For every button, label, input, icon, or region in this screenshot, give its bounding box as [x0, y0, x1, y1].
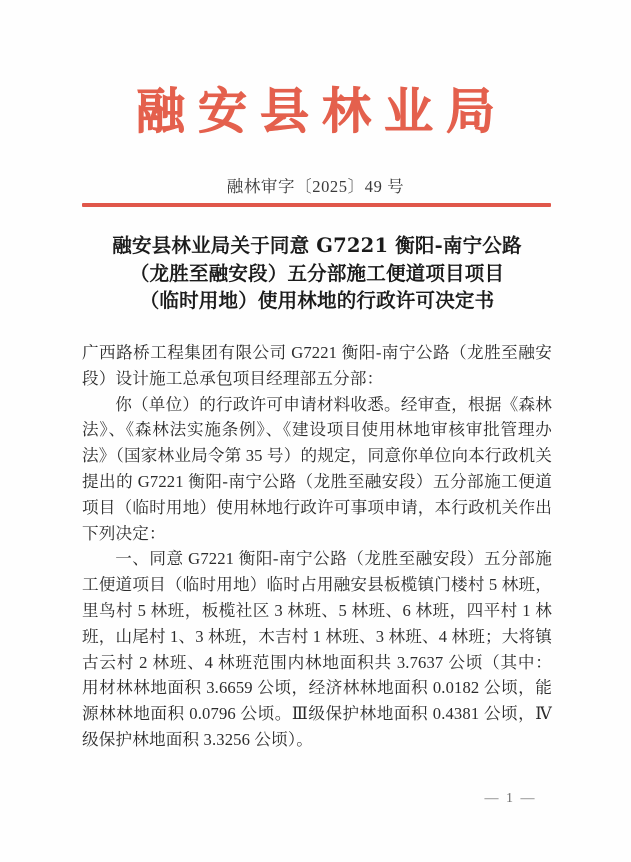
letterhead-organization: 融安县林业局 [135, 82, 508, 140]
page-number-value: — 1 — [484, 791, 537, 806]
document-title [78, 232, 556, 315]
letterhead [0, 82, 631, 140]
footer-page-number [0, 791, 631, 807]
body-paragraph-2: 一、同意 G7221 衡阳-南宁公路（龙胜至融安段）五分部施工便道项目（临时用地）临时占用融安县板榄镇门楼村 5 林班，里鸟村 5 林班，板榄社区 3 林班、5 林班、6 林班，四平村 1 林班，山尾村 1、3 林班，木吉村 1 林班、3 林班、4 林班；大将镇古云村 2 林班、4 林班范围内林地面积共 3.7637 公顷（其中：用材林林地面积 3.6659 公顷，经济林林地面积 0.0182 公顷，能源林林地面积 0.0796 公顷。Ⅲ级保护林地面积 0.4381 公顷，Ⅳ级保护林地面积 3.3256 公顷）。 [82, 549, 552, 749]
red-separator-rule [82, 203, 551, 207]
document-serial-number: 融林审字〔2025〕49 号 [226, 177, 405, 196]
body-paragraph-1: 你（单位）的行政许可申请材料收悉。经审查，根据《森林法》、《森林法实施条例》、《建设项目使用林地审核审批管理办法》（国家林业局令第 35 号）的规定，同意你单位向本行政机关提出的 G7221 衡阳-南宁公路（龙胜至融安段）五分部施工便道项目（临时用地）使用林地行政许可事项申请，本行政机关作出下列决定： [82, 394, 552, 543]
addressee-paragraph: 广西路桥工程集团有限公司 G7221 衡阳-南宁公路（龙胜至融安段）设计施工总承包项目经理部五分部： [82, 343, 552, 388]
document-body [82, 340, 552, 753]
document-title-line-3: （临时用地）使用林地的行政许可决定书 [139, 289, 495, 312]
document-title-line-2: （龙胜至融安段）五分部施工便道项目项目 [129, 261, 505, 285]
document-title-line-1: 融安县林业局关于同意 G7221 衡阳-南宁公路 [112, 234, 522, 257]
